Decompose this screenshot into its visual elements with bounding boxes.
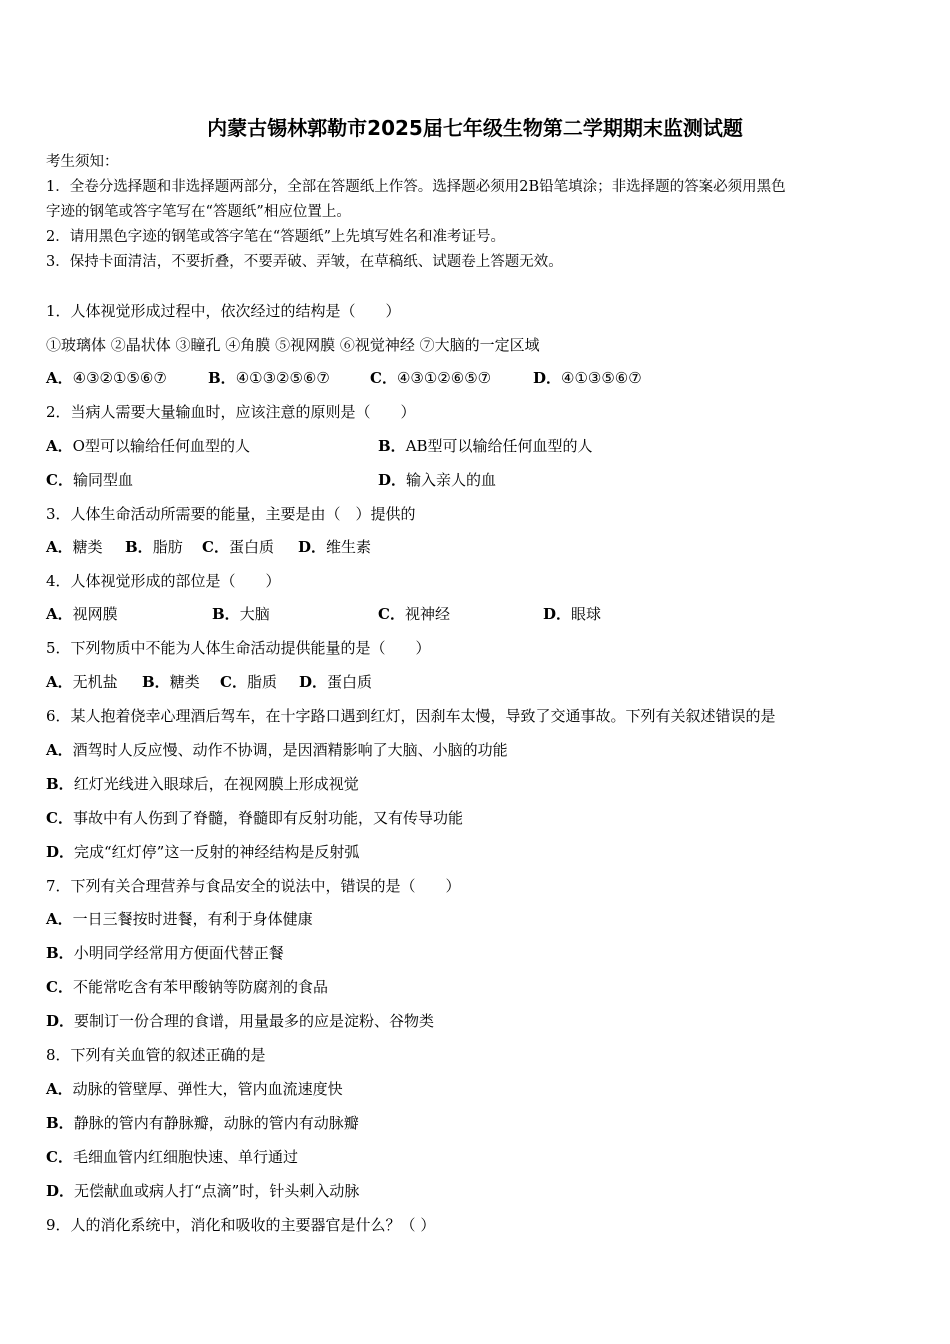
option-label: D． [299,673,328,691]
option-b[interactable] [46,774,359,794]
option-b[interactable] [378,436,593,456]
option-c[interactable] [46,808,463,828]
option-text: 蛋白质 [327,673,373,691]
option-c[interactable] [202,537,274,557]
option-text: 脂肪 [152,538,183,556]
option-label: C． [202,538,229,556]
option-a[interactable] [46,368,167,388]
notice-item: 3．保持卡面清洁，不要折叠，不要弄破、弄皱，在草稿纸、试题卷上答题无效。 [46,254,563,270]
option-text: 毛细血管内红细胞快速、单行通过 [72,1148,298,1166]
option-label: B． [46,944,74,962]
option-text: 小明同学经常用方便面代替正餐 [73,944,284,962]
option-b[interactable] [46,943,284,963]
option-label: D． [46,1012,75,1030]
option-c[interactable] [220,672,277,692]
option-text: 输入亲人的血 [406,471,497,489]
option-label: A． [46,910,73,928]
option-d[interactable] [299,672,372,692]
option-text: 无偿献血或病人打“点滴”时，针头刺入动脉 [74,1182,360,1200]
option-text: ④③①②⑥⑤⑦ [396,369,492,387]
option-label: C． [378,605,405,623]
question-stem: 5．下列物质中不能为人体生命活动提供能量的是（ ） [46,639,431,657]
option-label: C． [370,369,397,387]
question-stem: 1．人体视觉形成过程中，依次经过的结构是（ ） [46,302,401,320]
option-text: 动脉的管壁厚、弹性大，管内血流速度快 [72,1080,343,1098]
notice-item: 字迹的钢笔或答字笔写在“答题纸”相应位置上。 [46,204,351,220]
option-b[interactable] [208,368,330,388]
option-b[interactable] [142,672,200,692]
option-c[interactable] [378,604,450,624]
option-label: C． [46,471,73,489]
option-a[interactable] [46,740,508,760]
option-text: 要制订一份合理的食谱，用量最多的应是淀粉、谷物类 [74,1012,435,1030]
option-b[interactable] [46,1113,359,1133]
notice-item: 2．请用黑色字迹的钢笔或答字笔在“答题纸”上先填写姓名和准考证号。 [46,229,506,245]
option-label: C． [220,673,247,691]
question-stem: 2．当病人需要大量输血时，应该注意的原则是（ ） [46,403,416,421]
option-a[interactable] [46,672,118,692]
option-text: 糖类 [72,538,103,556]
option-d[interactable] [46,1011,434,1031]
question-extra: ①玻璃体 ②晶状体 ③瞳孔 ④角膜 ⑤视网膜 ⑥视觉神经 ⑦大脑的一定区域 [46,336,540,354]
option-a[interactable] [46,436,250,456]
option-text: ④①③⑤⑥⑦ [561,369,642,387]
option-label: A． [46,1080,73,1098]
option-text: 静脉的管内有静脉瓣，动脉的管内有动脉瓣 [73,1114,359,1132]
option-label: A． [46,437,73,455]
notice-item: 1．全卷分选择题和非选择题两部分，全部在答题纸上作答。选择题必须用2B铅笔填涂；非选择题的答案必须用黑色 [46,179,786,195]
option-text: O型可以输给任何血型的人 [72,437,250,455]
option-text: 脂质 [246,673,277,691]
option-text: 蛋白质 [228,538,274,556]
option-label: A． [46,369,73,387]
notice-heading: 考生须知： [46,154,119,170]
option-a[interactable] [46,604,118,624]
option-d[interactable] [298,537,371,557]
option-c[interactable] [370,368,491,388]
option-label: A． [46,673,73,691]
option-text: ④③②①⑤⑥⑦ [72,369,167,387]
option-label: A． [46,741,73,759]
option-c[interactable] [46,977,328,997]
option-label: C． [46,1148,73,1166]
question-stem: 9．人的消化系统中，消化和吸收的主要器官是什么？（ ） [46,1216,436,1234]
question-stem: 3．人体生命活动所需要的能量，主要是由（ ）提供的 [46,505,416,523]
option-a[interactable] [46,537,103,557]
option-label: B． [125,538,153,556]
option-d[interactable] [543,604,601,624]
option-d[interactable] [378,470,496,490]
option-label: A． [46,605,73,623]
option-text: 输同型血 [72,471,133,489]
option-text: 红灯光线进入眼球后，在视网膜上形成视觉 [73,775,359,793]
option-text: 眼球 [571,605,602,623]
option-label: D． [378,471,407,489]
option-text: 视神经 [404,605,450,623]
option-label: B． [46,1114,74,1132]
option-text: 事故中有人伤到了脊髓，脊髓即有反射功能，又有传导功能 [72,809,463,827]
option-c[interactable] [46,470,133,490]
option-text: 大脑 [239,605,270,623]
option-text: 完成“红灯停”这一反射的神经结构是反射弧 [74,843,360,861]
option-b[interactable] [125,537,183,557]
question-stem: 6．某人抱着侥幸心理酒后驾车，在十字路口遇到红灯，因刹车太慢，导致了交通事故。下列有关叙述错误的是 [46,707,776,725]
option-text: 视网膜 [72,605,118,623]
option-label: D． [46,843,75,861]
question-stem: 8．下列有关血管的叙述正确的是 [46,1046,266,1064]
option-text: 不能常吃含有苯甲酸钠等防腐剂的食品 [72,978,328,996]
option-text: ④①③②⑤⑥⑦ [235,369,330,387]
question-stem: 4．人体视觉形成的部位是（ ） [46,572,281,590]
option-label: B． [378,437,406,455]
option-d[interactable] [46,842,359,862]
option-label: D． [46,1182,75,1200]
option-label: C． [46,809,73,827]
option-text: 糖类 [169,673,200,691]
option-text: AB型可以输给任何血型的人 [405,437,593,455]
option-c[interactable] [46,1147,298,1167]
option-label: A． [46,538,73,556]
option-a[interactable] [46,1079,343,1099]
option-label: B． [212,605,240,623]
option-d[interactable] [46,1181,359,1201]
option-label: B． [208,369,236,387]
option-text: 酒驾时人反应慢、动作不协调，是因酒精影响了大脑、小脑的功能 [72,741,508,759]
option-label: B． [142,673,170,691]
option-label: B． [46,775,74,793]
option-label: D． [298,538,327,556]
option-label: C． [46,978,73,996]
option-label: D． [543,605,572,623]
option-d[interactable] [533,368,642,388]
page-title: 内蒙古锡林郭勒市2025届七年级生物第二学期期末监测试题 [207,116,743,140]
option-label: D． [533,369,562,387]
option-a[interactable] [46,909,313,929]
option-text: 维生素 [326,538,372,556]
option-text: 一日三餐按时进餐，有利于身体健康 [72,910,313,928]
question-stem: 7．下列有关合理营养与食品安全的说法中，错误的是（ ） [46,877,461,895]
option-b[interactable] [212,604,270,624]
option-text: 无机盐 [72,673,118,691]
